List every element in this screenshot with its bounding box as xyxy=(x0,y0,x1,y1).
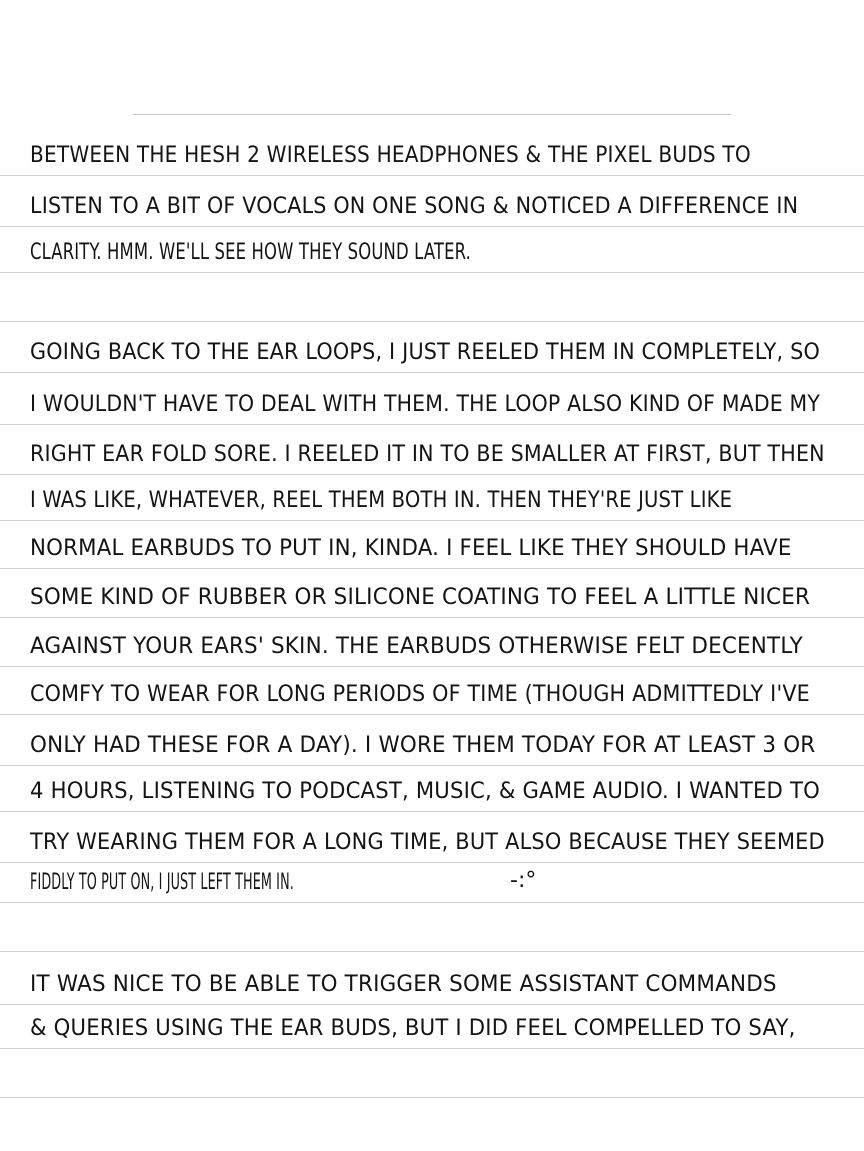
text-line: GOING BACK TO THE EAR LOOPS, I JUST REELED THEM IN COMPLETELY, SO xyxy=(30,340,820,365)
ruled-line xyxy=(0,568,864,569)
text-line: ONLY HAD THESE FOR A DAY). I WORE THEM TODAY FOR AT LEAST 3 OR xyxy=(30,733,816,758)
ruled-line xyxy=(0,765,864,766)
ruled-line xyxy=(0,175,864,176)
text-line: COMFY TO WEAR FOR LONG PERIODS OF TIME (THOUGH ADMITTEDLY I'VE xyxy=(30,682,810,707)
ruled-line xyxy=(0,226,864,227)
ruled-line xyxy=(0,372,864,373)
ruled-line xyxy=(0,666,864,667)
ruled-line xyxy=(0,272,864,273)
ruled-line xyxy=(0,1048,864,1049)
ruled-line xyxy=(0,714,864,715)
text-line: LISTEN TO A BIT OF VOCALS ON ONE SONG & NOTICED A DIFFERENCE IN xyxy=(30,194,799,219)
text-line: I WAS LIKE, WHATEVER, REEL THEM BOTH IN. THEN THEY'RE JUST LIKE xyxy=(30,488,733,513)
ruled-line xyxy=(0,1004,864,1005)
text-line: IT WAS NICE TO BE ABLE TO TRIGGER SOME ASSISTANT COMMANDS xyxy=(30,972,777,997)
ruled-line xyxy=(0,520,864,521)
text-line: SOME KIND OF RUBBER OR SILICONE COATING TO FEEL A LITTLE NICER xyxy=(30,585,811,610)
ruled-line xyxy=(0,951,864,952)
text-line: BETWEEN THE HESH 2 WIRELESS HEADPHONES & THE PIXEL BUDS TO xyxy=(30,143,751,168)
ruled-line xyxy=(0,1097,864,1098)
text-line: I WOULDN'T HAVE TO DEAL WITH THEM. THE LOOP ALSO KIND OF MADE MY xyxy=(30,392,821,417)
ruled-line xyxy=(0,474,864,475)
text-line: AGAINST YOUR EARS' SKIN. THE EARBUDS OTHERWISE FELT DECENTLY xyxy=(30,634,803,659)
text-line: 4 HOURS, LISTENING TO PODCAST, MUSIC, & GAME AUDIO. I WANTED TO xyxy=(30,779,820,804)
text-line: CLARITY. HMM. WE'LL SEE HOW THEY SOUND LATER. xyxy=(30,240,472,265)
header-rule xyxy=(133,114,731,115)
text-line: & QUERIES USING THE EAR BUDS, BUT I DID FEEL COMPELLED TO SAY, xyxy=(30,1016,796,1041)
text-line: FIDDLY TO PUT ON, I JUST LEFT THEM IN. xyxy=(30,870,294,895)
ruled-line xyxy=(0,617,864,618)
ruled-line xyxy=(0,321,864,322)
ruled-line xyxy=(0,902,864,903)
text-line: TRY WEARING THEM FOR A LONG TIME, BUT ALSO BECAUSE THEY SEEMED xyxy=(30,830,825,855)
ruled-line xyxy=(0,424,864,425)
ruled-line xyxy=(0,862,864,863)
text-line: NORMAL EARBUDS TO PUT IN, KINDA. I FEEL LIKE THEY SHOULD HAVE xyxy=(30,536,792,561)
text-line: RIGHT EAR FOLD SORE. I REELED IT IN TO BE SMALLER AT FIRST, BUT THEN xyxy=(30,442,825,467)
ruled-line xyxy=(0,811,864,812)
doodle-face: -:° xyxy=(510,868,537,893)
